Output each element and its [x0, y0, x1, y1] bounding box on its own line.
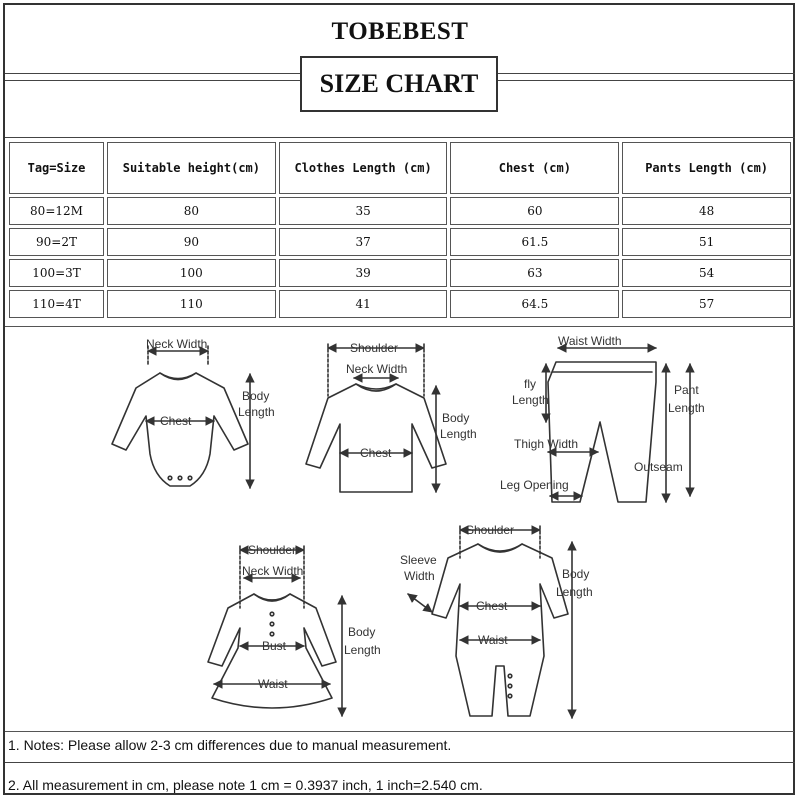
romper-chest-label: Chest	[476, 599, 508, 613]
table-row	[9, 259, 791, 287]
size-table	[6, 139, 794, 321]
table-header-row	[9, 142, 791, 194]
table-cell: 110	[107, 290, 276, 318]
table-cell: 63	[450, 259, 619, 287]
brand-title: TOBEBEST	[331, 18, 469, 45]
size-chart-title: SIZE CHART	[300, 56, 498, 112]
pants-thigh-width-label: Thigh Width	[514, 437, 579, 451]
shirt-shoulder-label: Shoulder	[350, 341, 399, 355]
bodysuit-body-length-label-2: Length	[238, 405, 275, 419]
garment-diagrams	[0, 326, 800, 730]
bodysuit-chest-label: Chest	[160, 414, 192, 428]
table-cell: 48	[622, 197, 791, 225]
table-cell: 37	[279, 228, 448, 256]
table-cell: 90=2T	[9, 228, 104, 256]
notes-divider	[5, 762, 795, 763]
table-cell: 100	[107, 259, 276, 287]
header-pants-length: Pants Length (cm)	[622, 142, 791, 194]
note-line-1: 1. Notes: Please allow 2-3 cm differences due to manual measurement.	[8, 737, 452, 753]
romper-sleeve-width-label-2: Width	[404, 569, 435, 583]
pants-outseam-label: Outseam	[634, 460, 683, 474]
table-cell: 61.5	[450, 228, 619, 256]
romper-shoulder-label: Shoulder	[466, 523, 515, 537]
table-cell: 57	[622, 290, 791, 318]
header-clothes-length: Clothes Length (cm)	[279, 142, 448, 194]
table-cell: 90	[107, 228, 276, 256]
dress-neck-width-label: Neck Width	[242, 564, 304, 578]
table-cell: 80	[107, 197, 276, 225]
header-tag-size: Tag=Size	[9, 142, 104, 194]
table-row	[9, 228, 791, 256]
romper-body-length-label-2: Length	[556, 585, 593, 599]
table-cell: 54	[622, 259, 791, 287]
table-cell: 60	[450, 197, 619, 225]
dress-body-length-label-1: Body	[348, 625, 376, 639]
pants-pant-length-label-2: Length	[668, 401, 705, 415]
table-cell: 110=4T	[9, 290, 104, 318]
pants-waist-width-label: Waist Width	[558, 334, 622, 348]
romper-sleeve-width-label-1: Sleeve	[400, 553, 437, 567]
pants-leg-opening-label: Leg Opening	[500, 478, 569, 492]
dress-bust-label: Bust	[262, 639, 287, 653]
dress-shoulder-label: Shoulder	[248, 543, 297, 557]
dress-body-length-label-2: Length	[344, 643, 381, 657]
note-line-2: 2. All measurement in cm, please note 1 cm = 0.3937 inch, 1 inch=2.540 cm.	[8, 777, 483, 793]
shirt-neck-width-label: Neck Width	[346, 362, 408, 376]
table-cell: 100=3T	[9, 259, 104, 287]
table-row	[9, 197, 791, 225]
table-cell: 80=12M	[9, 197, 104, 225]
shirt-body-length-label-1: Body	[442, 411, 470, 425]
romper-body-length-label-1: Body	[562, 567, 590, 581]
bodysuit-neck-width-label: Neck Width	[146, 337, 208, 351]
table-cell: 41	[279, 290, 448, 318]
table-row	[9, 290, 791, 318]
pants-fly-label-2: Length	[512, 393, 549, 407]
dress-waist-label: Waist	[258, 677, 288, 691]
table-cell: 39	[279, 259, 448, 287]
romper-waist-label: Waist	[478, 633, 508, 647]
header-chest: Chest (cm)	[450, 142, 619, 194]
header-suitable-height: Suitable height(cm)	[107, 142, 276, 194]
bodysuit-body-length-label-1: Body	[242, 389, 270, 403]
table-cell: 35	[279, 197, 448, 225]
shirt-chest-label: Chest	[360, 446, 392, 460]
header-divider	[5, 137, 795, 138]
shirt-body-length-label-2: Length	[440, 427, 477, 441]
table-cell: 64.5	[450, 290, 619, 318]
pants-fly-label-1: fly	[524, 377, 536, 391]
pants-pant-length-label-1: Pant	[674, 383, 699, 397]
table-cell: 51	[622, 228, 791, 256]
